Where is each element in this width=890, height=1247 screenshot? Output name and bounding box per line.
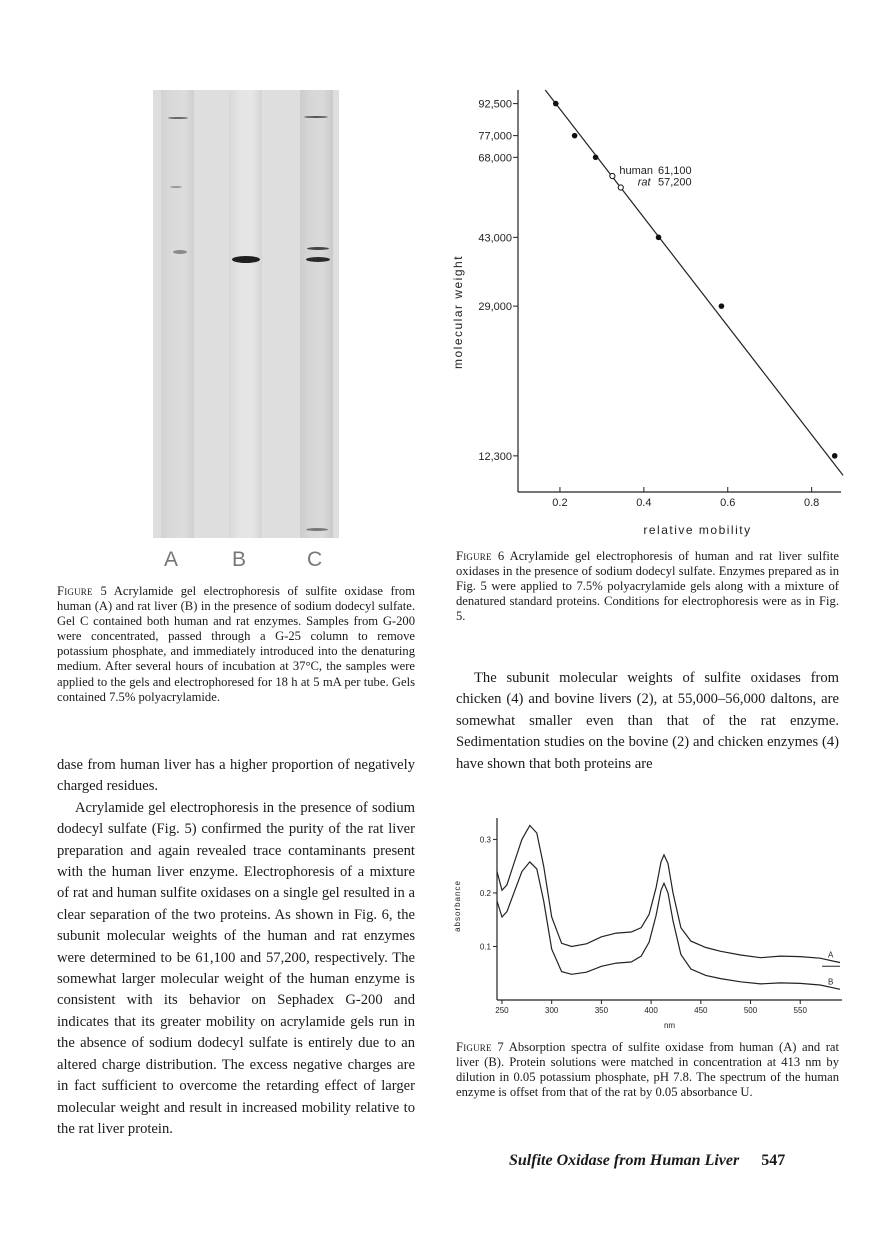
- gel-lane-c: [300, 90, 333, 538]
- y-tick-label: 68,000: [478, 152, 512, 165]
- y-tick-label: 12,300: [478, 450, 512, 463]
- y-tick-label: 43,000: [478, 232, 512, 245]
- x-axis-label: nm: [663, 1021, 676, 1030]
- lane-label-a: A: [164, 548, 179, 571]
- right-column-text: [456, 668, 839, 775]
- x-tick-label: 0.4: [636, 497, 652, 509]
- annotation-label-human: human: [619, 165, 654, 178]
- x-tick-label: 400: [644, 1006, 658, 1015]
- figure6-caption: [456, 549, 839, 624]
- left-paragraph-2: Acrylamide gel electrophoresis in the presence of sodium dodecyl sulfate (Fig. 5) confirmed the purity of the rat liver preparation and again revealed trace contaminants present with the human liver enzyme. Electrophoresis of a mixture of rat and human sulfite oxidases on a single gel resulted in a clear separation of the two proteins. As shown in Fig. 6, the subunit molecular weights of the human and rat enzymes were determined to be 61,100 and 57,200, respectively. The somewhat larger molecular weight of the human enzyme is consistent with its behavior on Sephadex G-200 and indicates that its greater mobility on acrylamide gels run in the absence of sodium dodecyl sulfate is entirely due to an altered charge distribution. The excess negative charges are in fact sufficient to overcome the retarding effect of larger molecular weight and result in increased mobility relative to the rat liver protein.: [57, 799, 415, 1137]
- annotation-value-rat: 57,200: [658, 176, 692, 189]
- fit-line: [545, 90, 843, 475]
- gel-lane-b: [229, 90, 262, 538]
- figure7-chart: [446, 810, 850, 1038]
- x-tick-label: 0.8: [803, 497, 820, 509]
- figure6-caption-text: Acrylamide gel electrophoresis of human and rat liver sulfite oxidases in the presence of sodium dodecyl sulfate. Enzymes prepared as in Fig. 5 were applied to 7.5% polyacrylamide gels along with a mixture of denatured standard proteins. Conditions for electrophoresis were as in Fig. 5.: [456, 549, 839, 624]
- figure7-caption-text: Absorption spectra of sulfite oxidase from human (A) and rat liver (B). Protein solutions were matched in concentration at 413 nm by dilution in 0.05 potassium phosphate, pH 7.8. The spectrum of the human enzyme is offset from that of the rat by 0.05 absorbance U.: [456, 1040, 840, 1100]
- annotation-value-human: 61,100: [658, 165, 692, 178]
- page-number: 547: [761, 1152, 786, 1169]
- y-tick-label: 29,000: [478, 301, 512, 314]
- series-A-label: A: [828, 950, 834, 960]
- figure5-caption-text: Acrylamide gel electrophoresis of sulfite oxidase from human (A) and rat liver (B) in the presence of sodium dodecyl sulfate. Gel C contained both human and rat enzymes. Samples from G-200 were concentrated, passed through a G-25 column to remove potassium phosphate, and immediately introduced into the denaturing medium. After several hours of incubation at 37°C, the samples were applied to the gels and electrophoresed for 18 h at 5 mA per tube. Gels contained 7.5% polyacrylamide.: [57, 584, 415, 704]
- running-title: Sulfite Oxidase from Human Liver: [509, 1152, 740, 1169]
- figure5-gel-photo: [153, 90, 339, 538]
- y-tick-label: 0.2: [479, 888, 491, 898]
- lane-label-c: C: [307, 548, 323, 571]
- standard-point: [719, 303, 725, 309]
- figure6-chart: [446, 82, 850, 544]
- y-tick-label: 92,500: [478, 98, 512, 111]
- series-B-label: B: [828, 977, 834, 987]
- right-paragraph-1: The subunit molecular weights of sulfite oxidases from chicken (4) and bovine livers (2), at 55,000–56,000 daltons, are somewhat smaller even than that of the rat enzyme. Sedimentation studies on the bovine (2) and chicken enzymes (4) have shown that both proteins are: [456, 670, 839, 772]
- figure7-caption: [456, 1040, 839, 1100]
- x-tick-label: 550: [793, 1006, 807, 1015]
- x-tick-label: 350: [594, 1006, 609, 1015]
- standard-point: [656, 235, 662, 241]
- y-tick-label: 0.1: [479, 942, 491, 952]
- standard-point: [593, 155, 599, 161]
- page-footer: [509, 1152, 839, 1170]
- x-tick-label: 500: [743, 1006, 758, 1015]
- left-column-text: [57, 755, 415, 1140]
- y-axis-label: absorbance: [453, 880, 462, 932]
- y-tick-label: 77,000: [478, 130, 512, 143]
- x-tick-label: 0.2: [552, 497, 568, 509]
- x-axis-label: relative mobility: [643, 523, 752, 537]
- annotation-label-rat: rat: [637, 176, 651, 189]
- left-paragraph-1: dase from human liver has a higher proportion of negatively charged residues.: [57, 757, 415, 795]
- annotation-point: [618, 185, 623, 190]
- y-axis-label: molecular weight: [451, 254, 465, 370]
- gel-lane-a: [161, 90, 194, 538]
- x-tick-label: 250: [495, 1006, 509, 1015]
- y-tick-label: 0.3: [479, 835, 491, 845]
- figure6-caption-label: Figure 6: [456, 549, 505, 563]
- annotation-point: [610, 173, 615, 178]
- figure5-caption-label: Figure 5: [57, 584, 107, 598]
- standard-point: [553, 101, 559, 107]
- figure7-caption-label: Figure 7: [456, 1040, 504, 1054]
- lane-label-b: B: [232, 548, 247, 571]
- standard-point: [572, 133, 578, 139]
- standard-point: [832, 453, 838, 459]
- x-tick-label: 0.6: [720, 497, 736, 509]
- figure5-caption: [57, 584, 415, 705]
- x-tick-label: 450: [694, 1006, 708, 1015]
- x-tick-label: 300: [545, 1006, 559, 1015]
- series-B-line: [497, 862, 840, 989]
